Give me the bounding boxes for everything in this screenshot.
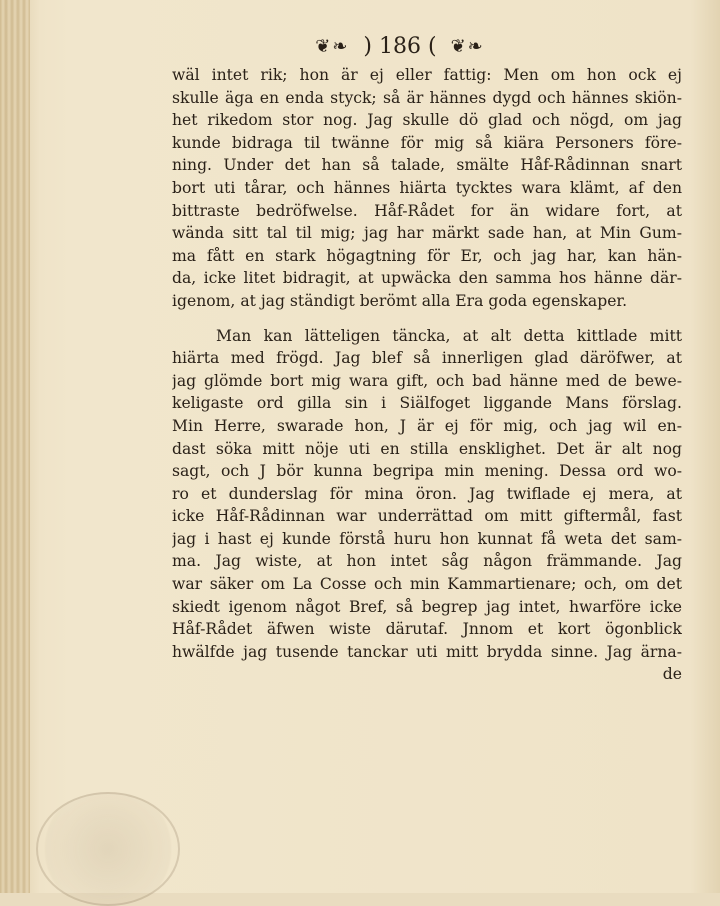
text-line: hiärta med frögd. Jag blef så innerligen glad däröfwer, at [172,349,682,368]
ornament-right-icon: ❦❧ [450,36,485,57]
page-number: ) 186 ( [363,34,437,59]
text-line: skiedt igenom något Bref, så begrep jag intet, hwarföre icke [172,597,682,616]
text-line: bittraste bedröfwelse. Håf-Rådet for än widare fort, at [172,201,682,220]
paragraph-gap [172,313,682,325]
text-line: Min Herre, swarade hon, J är ej för mig, och jag wil en- [172,416,682,435]
text-line: kunde bidraga til twänne för mig så kiära Personers före- [172,133,682,152]
text-line: ro et dunderslag för mina öron. Jag twiflade ej mera, at [172,484,682,503]
text-line: sagt, och J bör kunna begripa min mening. Dessa ord wo- [172,462,682,481]
text-line: jag i hast ej kunde förstå huru hon kunnat få weta det sam- [172,529,682,548]
text-line: jag glömde bort mig wara gift, och bad hänne med de bewe- [172,371,682,390]
text-line: ning. Under det han så talade, smälte Håf-Rådinnan snart [172,156,682,175]
text-line: Man kan lätteligen täncka, at alt detta kittlade mitt [216,326,682,345]
text-line: het rikedom stor nog. Jag skulle dö glad och nögd, om jag [172,111,682,130]
book-spine [0,0,30,893]
text-line: keligaste ord gilla sin i Siälfoget liggande Mans förslag. [172,394,682,413]
text-line: igenom, at jag ständigt berömt alla Era goda egenskaper. [172,291,628,310]
text-line: war säker om La Cosse och min Kammartienare; och, om det [172,575,682,594]
text-line: wäl intet rik; hon är ej eller fattig: Men om hon ock ej [172,66,682,84]
library-stamp-icon [36,792,180,906]
catchword: de [662,665,682,684]
text-line: wända sitt tal til mig; jag har märkt sade han, at Min Gum- [172,224,682,243]
paragraph-2 [172,325,682,664]
text-line: icke Håf-Rådinnan war underrättad om mitt giftermål, fast [172,507,682,526]
text-line: dast söka mitt nöje uti en stilla ensklighet. Det är alt nog [172,439,682,458]
paragraph-1 [172,64,682,313]
text-line: bort uti tårar, och hännes hiärta tycktes wara klämt, af den [172,178,682,197]
text-line: hwälfde jag tusende tanckar uti mitt brydda sinne. Jag ärna- [172,642,682,661]
text-line: skulle äga en enda styck; så är hännes dygd och hännes skiön- [172,88,682,107]
text-line: ma fått en stark högagtning för Er, och jag har, kan hän- [172,246,682,265]
text-line: da, icke litet bidragit, at upwäcka den samma hos hänne där- [172,269,682,288]
body-text [172,64,682,686]
ornament-left-icon: ❦❧ [315,36,350,57]
page-header [150,34,650,59]
text-line: ma. Jag wiste, at hon intet såg någon främmande. Jag [172,552,682,571]
text-line: Håf-Rådet äfwen wiste därutaf. Jnnom et kort ögonblick [172,620,682,639]
